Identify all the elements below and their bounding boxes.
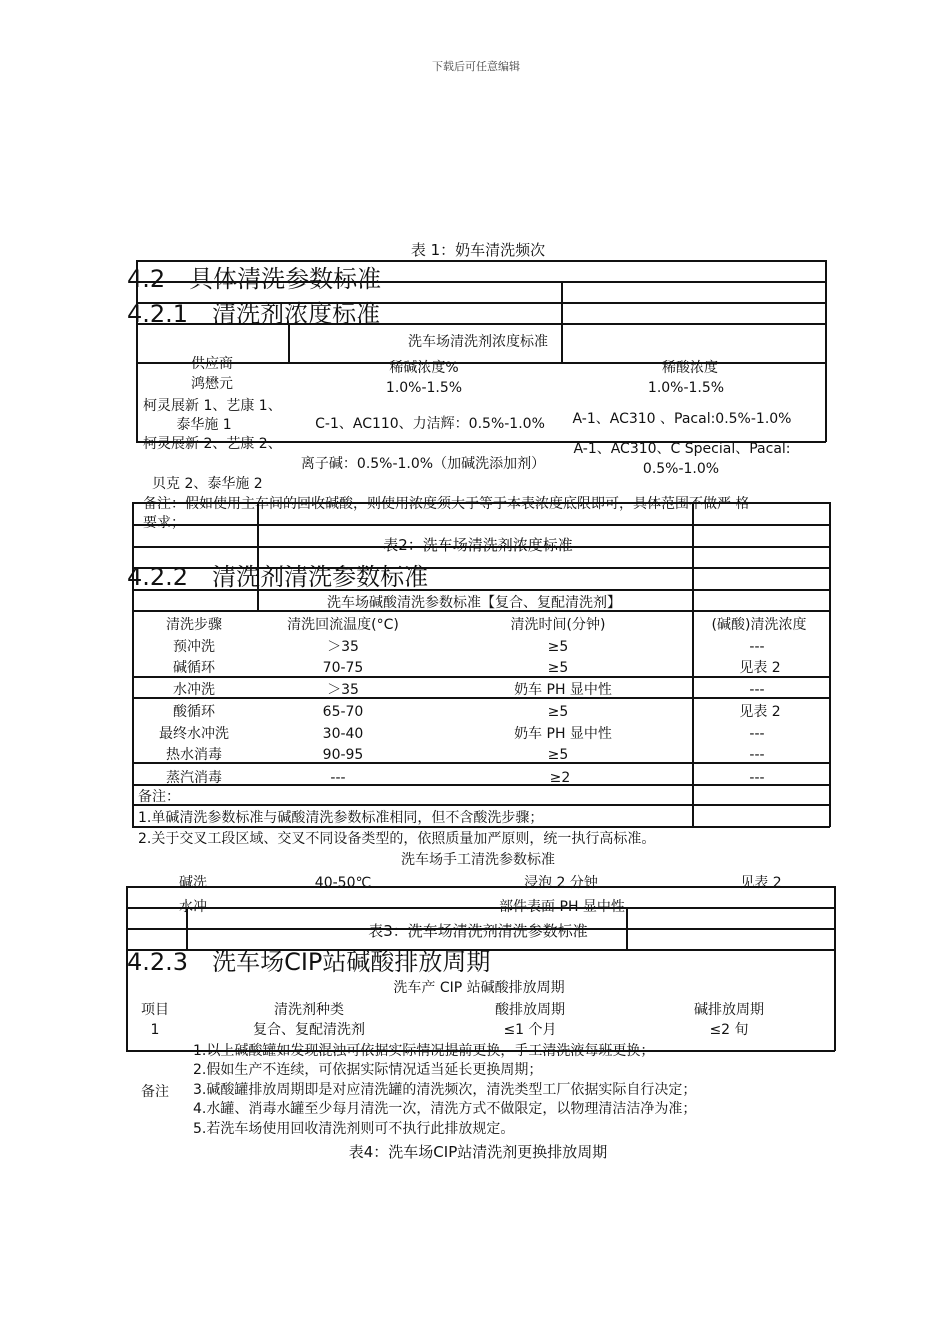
section-4-2-2-heading: 4.2.2 清洗剂清洗参数标准 <box>127 563 429 591</box>
cip-table-title: 洗车场碱酸清洗参数标准【复合、复配清洗剂】 <box>327 595 621 611</box>
drain-header-acid-period: 酸排放周期 <box>495 1002 565 1018</box>
table1-caption: 表 1：奶车清洗频次 <box>410 241 546 259</box>
drain-cell-agent-type: 复合、复配清洗剂 <box>253 1022 365 1038</box>
cip-header-concentration: (碱酸)清洗浓度 <box>711 617 807 633</box>
concentration-note-line2: 要求； <box>143 515 185 531</box>
section-4-2-3-heading: 4.2.3 洗车场CIP站碱酸排放周期 <box>127 948 491 976</box>
cip-cell-time: 奶车 PH 显中性 <box>514 726 612 742</box>
drain-table-title: 洗车产 CIP 站碱酸排放周期 <box>393 980 565 996</box>
cip-cell-concentration: --- <box>749 682 765 698</box>
cip-cell-step: 碱循环 <box>173 660 215 676</box>
manual-cell-requirement: 部件表面 PH 显中性 <box>499 899 625 915</box>
page-header-note: 下载后可任意编辑 <box>432 60 520 73</box>
drain-note-2: 2.假如生产不连续，可依据实际情况适当延长更换周期； <box>193 1062 543 1078</box>
alkali-concentration-header: 稀碱浓度% <box>389 360 459 376</box>
row2-acid-agents-line2: 0.5%-1.0% <box>642 461 720 477</box>
drain-cell-item: 1 <box>150 1022 160 1038</box>
cip-cell-time: 奶车 PH 显中性 <box>514 682 612 698</box>
drain-note-1: 1.以上碱酸罐如发现混浊可依据实际情况提前更换，手工清洗液每班更换； <box>193 1043 655 1059</box>
manual-cell-step: 碱洗 <box>179 875 207 891</box>
section-4-2-1-heading: 4.2.1 清洗剂浓度标准 <box>127 300 381 328</box>
table4-caption: 表4：洗车场CIP站清洗剂更换排放周期 <box>348 1143 608 1161</box>
row1-suppliers-line2: 泰华施 1 <box>176 417 232 433</box>
drain-header-alkali-period: 碱排放周期 <box>694 1002 764 1018</box>
row1-alkali-agents: C-1、AC110、力洁辉：0.5%-1.0% <box>315 416 545 432</box>
drain-note-5: 5.若洗车场使用回收清洗剂则可不执行此排放规定。 <box>193 1121 515 1137</box>
manual-cell-temperature: 40-50℃ <box>314 875 372 891</box>
cip-cell-temperature: ＞35 <box>327 639 359 655</box>
cip-note-2: 2.关于交叉工段区域、交叉不同设备类型的，依照质量加严原则，统一执行高标准。 <box>138 831 656 847</box>
supplier-column-label: 供应商 <box>191 356 233 372</box>
drain-header-agent-type: 清洗剂种类 <box>274 1002 344 1018</box>
cip-note-label: 备注： <box>138 789 180 805</box>
cip-cell-concentration: --- <box>749 639 765 655</box>
table3-caption: 表3：洗车场清洗剂清洗参数标准 <box>368 922 588 940</box>
cip-cell-time: ≥5 <box>547 639 569 655</box>
cip-cell-step: 最终水冲洗 <box>159 726 229 742</box>
cip-cell-concentration: --- <box>749 770 765 786</box>
concentration-note-line1: 备注：假如使用主车间的回收碱酸，则使用浓度须大于等于本表浓度底限即可，具体范围不做严 格 <box>143 496 750 512</box>
cip-cell-time: ≥5 <box>547 704 569 720</box>
acid-concentration-header: 稀酸浓度 <box>662 360 718 376</box>
manual-cell-step: 水冲 <box>179 899 207 915</box>
cip-cell-temperature: 90-95 <box>322 747 364 763</box>
cip-header-time: 清洗时间(分钟) <box>510 617 606 633</box>
acid-concentration-range: 1.0%-1.5% <box>647 380 725 396</box>
drain-note-label: 备注 <box>141 1084 169 1100</box>
cip-cell-step: 蒸汽消毒 <box>166 770 222 786</box>
concentration-table-header: 洗车场清洗剂浓度标准 <box>408 334 548 350</box>
drain-note-3: 3.碱酸罐排放周期即是对应清洗罐的清洗频次，清洗类型工厂依据实际自行决定； <box>193 1082 697 1098</box>
cip-cell-concentration: 见表 2 <box>739 660 781 676</box>
manual-cell-time: 浸泡 2 分钟 <box>524 875 598 891</box>
manual-table-title: 洗车场手工清洗参数标准 <box>401 852 555 868</box>
row2-suppliers-line2: 贝克 2、泰华施 2 <box>152 476 263 492</box>
cip-cell-time: ≥2 <box>549 770 571 786</box>
manual-cell-concentration: 见表 2 <box>740 875 782 891</box>
row2-suppliers-line1: 柯灵展新 2、艺康 2、 <box>143 436 282 452</box>
alkali-concentration-range: 1.0%-1.5% <box>385 380 463 396</box>
cip-cell-concentration: 见表 2 <box>739 704 781 720</box>
cip-cell-step: 水冲洗 <box>173 682 215 698</box>
cip-cell-temperature: ＞35 <box>327 682 359 698</box>
supplier-hongmaoyuan: 鸿懋元 <box>191 376 233 392</box>
cip-cell-concentration: --- <box>749 747 765 763</box>
drain-header-item: 项目 <box>141 1002 169 1018</box>
cip-cell-concentration: --- <box>749 726 765 742</box>
row2-alkali-agents: 离子碱：0.5%-1.0%（加碱洗添加剂） <box>300 456 546 472</box>
cip-cell-temperature: 65-70 <box>322 704 364 720</box>
cip-cell-time: ≥5 <box>547 747 569 763</box>
row2-acid-agents-line1: A-1、AC310、C Special、Pacal: <box>573 441 791 457</box>
drain-note-4: 4.水罐、消毒水罐至少每月清洗一次，清洗方式不做限定，以物理清洁洁净为准； <box>193 1101 697 1117</box>
cip-note-1: 1.单碱清洗参数标准与碱酸清洗参数标准相同，但不含酸洗步骤； <box>138 810 544 826</box>
cip-cell-step: 酸循环 <box>173 704 215 720</box>
cip-header-temperature: 清洗回流温度(°C) <box>287 617 399 633</box>
cip-cell-time: ≥5 <box>547 660 569 676</box>
cip-cell-temperature: --- <box>330 770 346 786</box>
cip-cell-temperature: 30-40 <box>322 726 364 742</box>
drain-cell-acid-period: ≤1 个月 <box>503 1022 557 1038</box>
cip-cell-step: 预冲洗 <box>173 639 215 655</box>
cip-header-step: 清洗步骤 <box>166 617 222 633</box>
section-4-2-heading: 4.2 具体清洗参数标准 <box>127 265 382 293</box>
cip-cell-temperature: 70-75 <box>322 660 364 676</box>
row1-acid-agents: A-1、AC310 、Pacal:0.5%-1.0% <box>572 411 792 427</box>
row1-suppliers-line1: 柯灵展新 1、艺康 1、 <box>143 398 282 414</box>
cip-cell-step: 热水消毒 <box>166 747 222 763</box>
drain-cell-alkali-period: ≤2 旬 <box>709 1022 749 1038</box>
table2-caption: 表2：洗车场清洗剂浓度标准 <box>383 536 573 554</box>
